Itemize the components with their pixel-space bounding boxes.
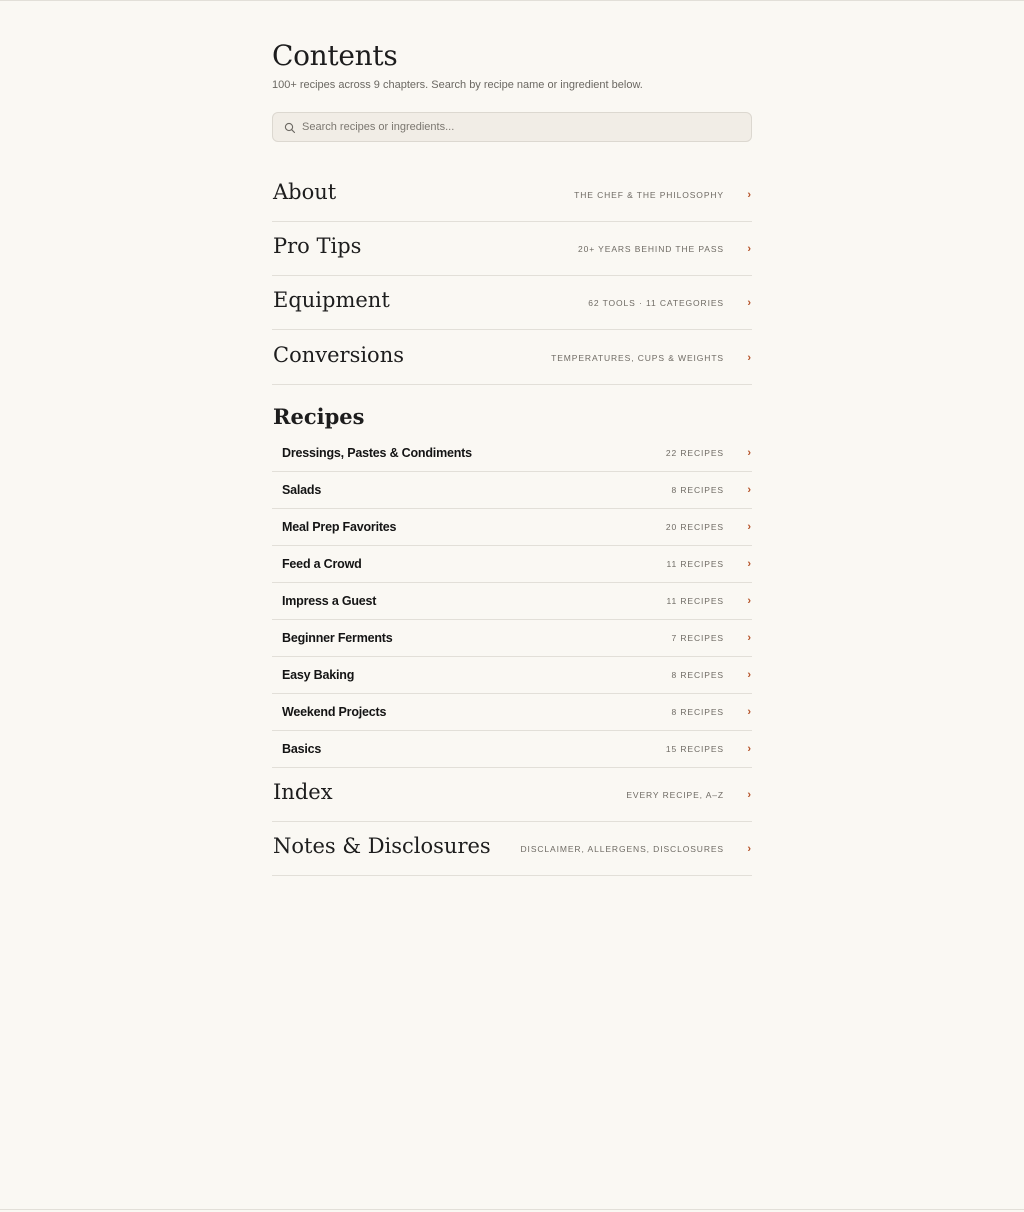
recipe-count: 20 RECIPES xyxy=(665,522,724,532)
chapter-label: Index xyxy=(273,779,333,804)
search-bar[interactable] xyxy=(272,112,752,142)
recipe-count: 22 RECIPES xyxy=(665,448,724,458)
recipes-heading: Recipes xyxy=(273,404,365,429)
category-label: Salads xyxy=(282,483,322,497)
recipe-count: 8 RECIPES xyxy=(671,707,724,717)
chevron-right-icon: › xyxy=(747,351,751,364)
chevron-right-icon: › xyxy=(747,447,751,459)
chapter-label: Equipment xyxy=(273,287,390,312)
recipe-category-meal-prep[interactable] xyxy=(272,509,752,546)
recipe-category-dressings[interactable] xyxy=(272,435,752,472)
chapter-about[interactable] xyxy=(272,168,752,222)
chevron-right-icon: › xyxy=(747,842,751,855)
chevron-right-icon: › xyxy=(747,296,751,309)
search-icon xyxy=(284,121,296,133)
category-label: Meal Prep Favorites xyxy=(282,520,397,534)
chapter-pro-tips[interactable] xyxy=(272,222,752,276)
chapter-meta: DISCLAIMER, ALLERGENS, DISCLOSURES xyxy=(520,843,724,854)
recipe-category-salads[interactable] xyxy=(272,472,752,509)
recipe-count: 15 RECIPES xyxy=(665,744,724,754)
chapter-meta: 20+ YEARS BEHIND THE PASS xyxy=(577,243,724,254)
chapter-meta: TEMPERATURES, CUPS & WEIGHTS xyxy=(551,352,724,363)
chevron-right-icon: › xyxy=(747,669,751,681)
recipe-category-weekend-projects[interactable] xyxy=(272,694,752,731)
chapter-label: Pro Tips xyxy=(273,233,362,258)
page-title: Contents xyxy=(272,39,398,72)
recipe-category-feed-a-crowd[interactable] xyxy=(272,546,752,583)
recipe-category-easy-baking[interactable] xyxy=(272,657,752,694)
chevron-right-icon: › xyxy=(747,743,751,755)
chapter-label: About xyxy=(273,179,337,204)
chevron-right-icon: › xyxy=(747,788,751,801)
chevron-right-icon: › xyxy=(747,632,751,644)
category-label: Dressings, Pastes & Condiments xyxy=(282,446,472,460)
chevron-right-icon: › xyxy=(747,242,751,255)
chevron-right-icon: › xyxy=(747,558,751,570)
chapter-meta: EVERY RECIPE, A–Z xyxy=(626,789,724,800)
chevron-right-icon: › xyxy=(747,521,751,533)
category-label: Easy Baking xyxy=(282,668,355,682)
recipe-category-beginner-ferments[interactable] xyxy=(272,620,752,657)
recipe-count: 11 RECIPES xyxy=(666,596,724,606)
chevron-right-icon: › xyxy=(747,484,751,496)
chapter-notes-disclosures[interactable] xyxy=(272,822,752,876)
chapter-index[interactable] xyxy=(272,768,752,822)
footer-divider xyxy=(0,1209,1024,1210)
chapter-conversions[interactable] xyxy=(272,331,752,385)
category-label: Feed a Crowd xyxy=(282,557,362,571)
category-label: Basics xyxy=(282,742,322,756)
page-subtitle: 100+ recipes across 9 chapters. Search by recipe name or ingredient below. xyxy=(272,79,643,91)
chapter-meta: THE CHEF & THE PHILOSOPHY xyxy=(574,189,724,200)
chapter-equipment[interactable] xyxy=(272,276,752,330)
chevron-right-icon: › xyxy=(747,595,751,607)
search-input[interactable] xyxy=(302,114,742,140)
recipe-count: 7 RECIPES xyxy=(671,633,724,643)
recipe-count: 8 RECIPES xyxy=(671,485,724,495)
recipe-count: 11 RECIPES xyxy=(666,559,724,569)
chevron-right-icon: › xyxy=(747,188,751,201)
recipe-category-impress-a-guest[interactable] xyxy=(272,583,752,620)
recipe-category-basics[interactable] xyxy=(272,731,752,768)
chevron-right-icon: › xyxy=(747,706,751,718)
category-label: Impress a Guest xyxy=(282,594,377,608)
chapter-meta: 62 TOOLS · 11 CATEGORIES xyxy=(588,297,724,308)
chapter-label: Notes & Disclosures xyxy=(273,833,491,858)
recipe-count: 8 RECIPES xyxy=(671,670,724,680)
category-label: Beginner Ferments xyxy=(282,631,393,645)
chapter-label: Conversions xyxy=(273,342,405,367)
category-label: Weekend Projects xyxy=(282,705,387,719)
